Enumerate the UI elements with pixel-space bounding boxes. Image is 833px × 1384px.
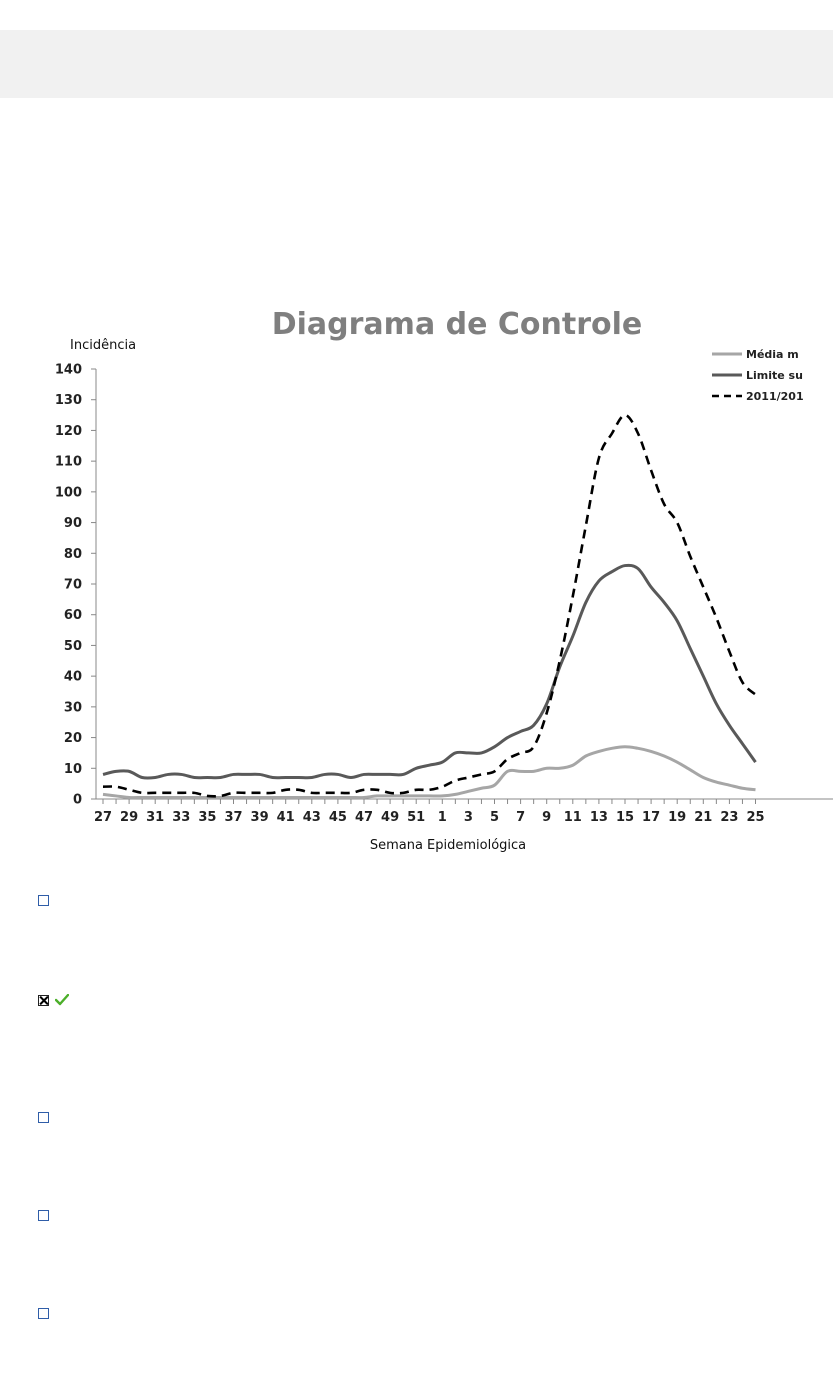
x-tick-label: 13	[589, 810, 608, 825]
y-tick-label: 10	[63, 761, 82, 777]
answer-option-5[interactable]	[38, 1308, 49, 1319]
legend-label-3: 2011/201	[746, 390, 804, 403]
y-tick-label: 110	[54, 454, 82, 470]
x-tick-label: 45	[328, 810, 347, 825]
x-tick-label: 25	[746, 810, 765, 825]
x-tick-label: 41	[276, 810, 295, 825]
series-line-3	[103, 415, 756, 796]
x-tick-label: 49	[381, 810, 400, 825]
axes	[55, 363, 833, 826]
y-tick-label: 70	[63, 577, 82, 593]
y-tick-label: 30	[63, 700, 82, 716]
x-tick-label: 43	[302, 810, 321, 825]
x-tick-label: 9	[542, 810, 552, 825]
x-tick-label: 21	[694, 810, 713, 825]
y-tick-label: 60	[63, 608, 82, 624]
series-line-1	[103, 747, 756, 798]
x-tick-label: 47	[354, 810, 374, 825]
answer-option-3[interactable]	[38, 1112, 49, 1123]
option-checkbox[interactable]	[38, 1210, 49, 1221]
y-tick-label: 130	[54, 393, 82, 409]
x-tick-label: 35	[198, 810, 217, 825]
x-tick-label: 31	[146, 810, 165, 825]
chart-svg	[0, 290, 833, 860]
series-line-2	[103, 565, 756, 778]
x-tick-label: 27	[93, 810, 113, 825]
x-tick-label: 29	[120, 810, 139, 825]
chart-title: Diagrama de Controle	[271, 307, 643, 342]
x-tick-label: 23	[720, 810, 739, 825]
option-checkbox-checked[interactable]	[38, 995, 49, 1006]
y-tick-label: 120	[54, 423, 82, 439]
y-tick-label: 140	[54, 362, 82, 378]
y-tick-label: 20	[63, 731, 82, 747]
y-tick-label: 100	[54, 485, 82, 501]
y-tick-label: 0	[72, 792, 82, 808]
x-tick-label: 15	[615, 810, 635, 825]
answer-option-1[interactable]	[38, 895, 49, 906]
option-checkbox[interactable]	[38, 1308, 49, 1319]
x-tick-label: 1	[437, 810, 447, 825]
x-tick-label: 33	[172, 810, 191, 825]
legend-label-2: Limite su	[746, 369, 803, 382]
y-tick-label: 80	[63, 546, 82, 562]
option-checkbox[interactable]	[38, 895, 49, 906]
legend	[712, 348, 804, 403]
correct-check-icon	[55, 994, 69, 1006]
option-checkbox[interactable]	[38, 1112, 49, 1123]
y-tick-label: 40	[63, 669, 82, 685]
x-tick-label: 37	[224, 810, 243, 825]
legend-label-1: Média m	[746, 348, 799, 361]
answer-option-4[interactable]	[38, 1210, 49, 1221]
top-toolbar-band	[0, 30, 833, 98]
x-tick-label: 11	[563, 810, 582, 825]
x-tick-label: 3	[463, 810, 473, 825]
y-axis-label: Incidência	[70, 338, 137, 353]
answer-option-2[interactable]	[38, 994, 69, 1006]
x-tick-label: 39	[250, 810, 269, 825]
y-tick-label: 50	[63, 638, 82, 654]
x-tick-label: 19	[668, 810, 687, 825]
x-tick-label: 51	[407, 810, 426, 825]
y-tick-label: 90	[63, 516, 82, 532]
control-diagram-chart	[0, 290, 833, 860]
x-tick-label: 5	[489, 810, 500, 825]
x-tick-label: 17	[642, 810, 661, 825]
series-lines	[103, 415, 756, 798]
x-tick-label: 7	[516, 810, 526, 825]
x-axis-label: Semana Epidemiológica	[369, 838, 527, 853]
